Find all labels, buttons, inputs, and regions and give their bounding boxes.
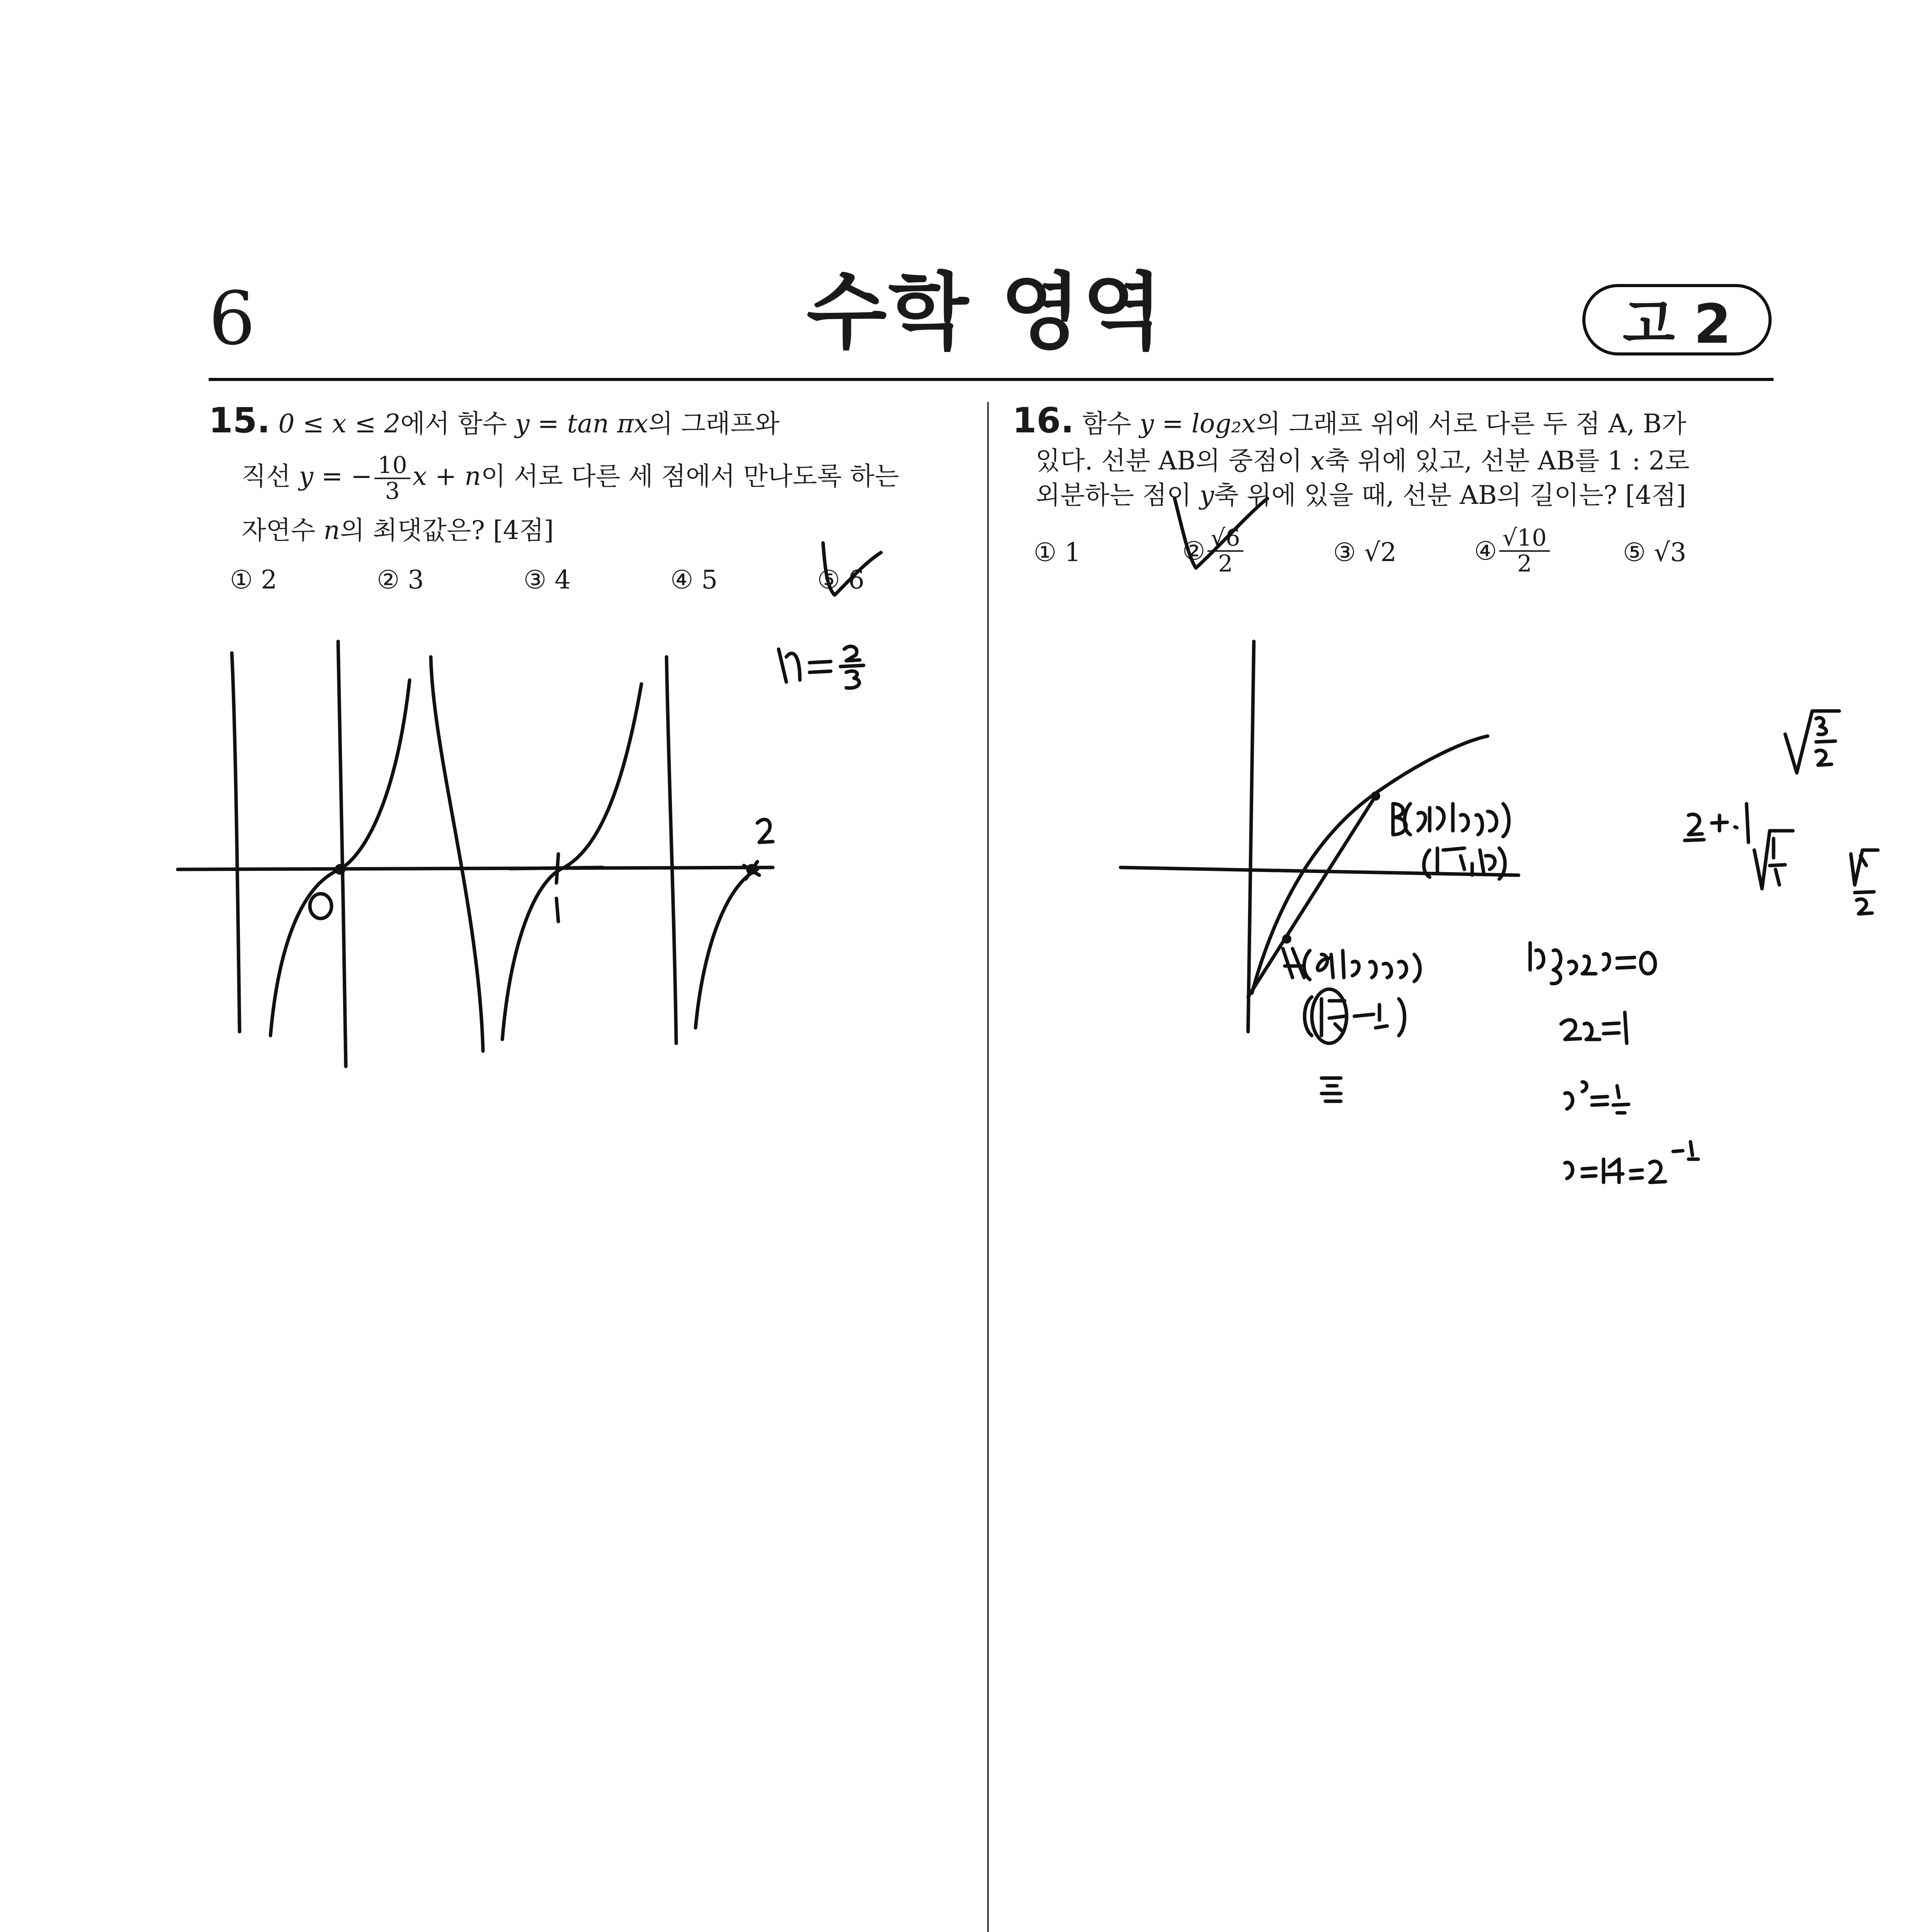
q15-choice-5[interactable]: ⑤ 6	[817, 565, 865, 595]
q15-check-mark	[823, 543, 881, 595]
q16-choice-4-num: √10	[1499, 526, 1550, 552]
q16-check-mark	[1175, 498, 1267, 568]
q15-number: 15.	[209, 400, 270, 441]
q16-choice-5[interactable]: ⑤ √3	[1623, 537, 1687, 568]
q15-line2-end: 이 서로 다른 세 점에서 만나도록 하는	[481, 461, 899, 491]
q15-line-y: y = −	[299, 461, 372, 491]
q15-condition: 0 ≤ x ≤ 2	[278, 409, 401, 439]
q16-y: y	[1199, 480, 1214, 510]
q15-tan-graph-sketch	[178, 641, 773, 1066]
q15-line2-start: 직선	[242, 461, 299, 491]
q15-function: y = tan πx	[515, 409, 648, 439]
q16-line1-end: 의 그래프 위에 서로 다른 두 점 A, B가	[1256, 409, 1687, 439]
q15-line-rest: x + n	[412, 461, 481, 491]
page-number: 6	[209, 276, 255, 361]
q16-choice-4-den: 2	[1517, 550, 1532, 578]
q16-choice-4-mark: ④	[1474, 536, 1497, 566]
q15-choice-3[interactable]: ③ 4	[524, 565, 571, 595]
q15-choice-1[interactable]: ① 2	[230, 565, 277, 595]
page-title: 수학 영역	[806, 264, 1164, 361]
q15-note-n	[779, 646, 864, 688]
q15-line1-end: 의 그래프와	[648, 409, 780, 439]
q15-frac-den: 3	[385, 478, 400, 505]
q16-side-notes	[1685, 711, 1878, 914]
q15-choice-4[interactable]: ④ 5	[670, 565, 718, 595]
q15-line3-start: 자연수	[242, 515, 324, 545]
q15-line1-mid: 에서 함수	[400, 409, 515, 439]
q16-line2-b: 축 위에 있고, 선분 AB를 1 : 2로	[1325, 446, 1690, 476]
q16-line3-a: 외분하는 점이	[1036, 480, 1200, 510]
q16-choice-2-mark: ②	[1182, 536, 1206, 566]
q16-function: y = log₂x	[1139, 409, 1256, 439]
q16-choice-2-den: 2	[1218, 550, 1233, 578]
q16-choice-1[interactable]: ① 1	[1034, 537, 1081, 568]
q15-n: n	[323, 515, 340, 545]
q16-choice-3[interactable]: ③ √2	[1333, 537, 1397, 568]
q16-line2-a: 있다. 선분 AB의 중점이	[1036, 446, 1311, 476]
grade-badge-label: 고 2	[1622, 293, 1731, 356]
q16-x: x	[1310, 446, 1325, 476]
q15-choice-2[interactable]: ② 3	[377, 565, 424, 595]
q15-frac-num: 10	[374, 453, 410, 479]
q16-line3-b: 축 위에 있을 때, 선분 AB의 길이는? [4점]	[1214, 480, 1686, 510]
q16-choice-2-num: √6	[1208, 526, 1243, 552]
q16-log-graph-sketch	[1121, 641, 1698, 1182]
q15-line3-end: 의 최댓값은? [4점]	[340, 515, 554, 545]
q16-number: 16.	[1012, 400, 1074, 441]
q16-line1-start: 함수	[1082, 409, 1139, 439]
